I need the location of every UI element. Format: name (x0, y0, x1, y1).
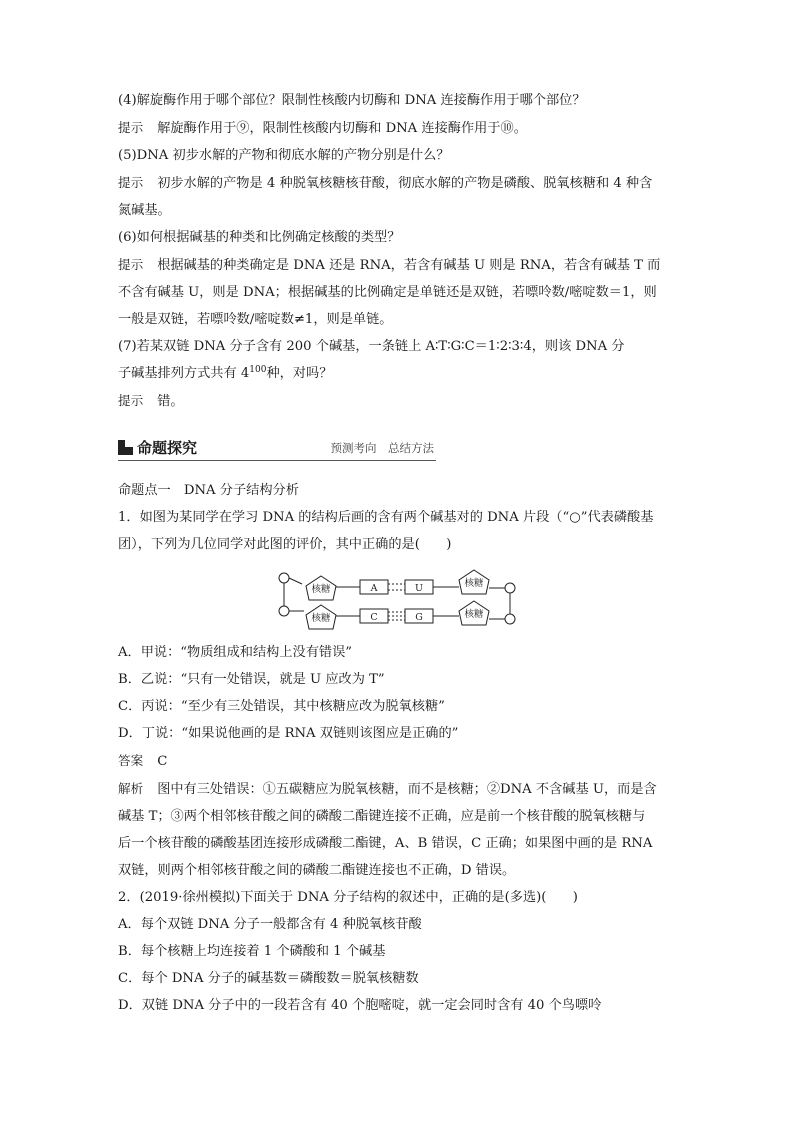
hint-label: 提示 (118, 120, 144, 135)
section-rule (118, 460, 436, 461)
section-subtitle: 预测考向 总结方法 (330, 441, 434, 455)
phosphate-circle (279, 606, 289, 616)
q1-analysis-cont-1: 碱基 T；③两个相邻核苷酸之间的磷酸二酯键连接不正确，应是前一个核苷酸的脱氧核糖与 (118, 809, 646, 824)
q1-stem-line-1: 1．如图为某同学在学习 DNA 的结构后画的含有两个碱基对的 DNA 片段（“○”代表磷酸基 (118, 510, 654, 525)
q1-option-d: D．丁说：“如果说他画的是 RNA 双链则该图应是正确的” (118, 726, 459, 741)
question-7-line-2 (118, 365, 678, 383)
dna-fragment-diagram (270, 568, 520, 634)
base-label-a: A (370, 583, 378, 594)
q1-options-section (118, 644, 678, 1015)
question-4: (4)解旋酶作用于哪个部位？限制性核酸内切酶和 DNA 连接酶作用于哪个部位？ (118, 93, 586, 108)
section-title: 命题探究 (137, 439, 198, 457)
question-7-line-1: (7)若某双链 DNA 分子含有 200 个碱基，一条链上 A∶T∶G∶C＝1∶2∶3∶4，则该 DNA 分 (118, 339, 625, 354)
answer-value: C (157, 754, 168, 769)
hint-5-cont: 氮碱基。 (118, 203, 171, 218)
hint-7 (118, 392, 678, 411)
q1-option-b: B．乙说：“只有一处错误，就是 U 应改为 T” (118, 672, 385, 687)
exercise-section (118, 482, 678, 554)
base-label-c: C (370, 612, 378, 623)
hint-label: 提示 (118, 175, 144, 190)
q2-option-a: A．每个双链 DNA 分子一般都含有 4 种脱氧核苷酸 (118, 917, 422, 932)
q2-stem: 2．(2019·徐州模拟)下面关于 DNA 分子结构的叙述中，正确的是(多选)( ) (118, 890, 578, 905)
analysis-label: 解析 (118, 781, 144, 796)
phosphate-circle (505, 583, 515, 593)
section-header (118, 437, 436, 459)
hint-text: 根据碱基的种类确定是 DNA 还是 RNA，若含有碱基 U 则是 RNA，若含有碱基 T 而 (157, 258, 661, 273)
q1-analysis-cont-2: 后一个核苷酸的磷酸基团连接形成磷酸二酯键，A、B 错误，C 正确；如果图中画的是 RNA (118, 836, 653, 851)
hint-label: 提示 (118, 393, 144, 408)
phosphate-circle (505, 614, 515, 624)
q1-answer (118, 752, 678, 771)
topic-heading: 命题点一 DNA 分子结构分析 (118, 483, 299, 498)
hint-label: 提示 (118, 257, 144, 272)
sugar-label: 核糖 (464, 578, 484, 589)
question-6: (6)如何根据碱基的种类和比例确定核酸的类型？ (118, 230, 401, 245)
sugar-label: 核糖 (311, 613, 331, 624)
sugar-label: 核糖 (311, 584, 331, 595)
q1-option-a: A．甲说：“物质组成和结构上没有错误” (118, 645, 353, 660)
q1-analysis (118, 780, 678, 799)
q1-analysis-cont-3: 双链，则两个相邻核苷酸之间的磷酸二酯键连接也不正确，D 错误。 (118, 863, 516, 878)
q7-text-pre: 子碱基排列方式共有 4 (118, 366, 250, 381)
q2-option-c: C．每个 DNA 分子的碱基数＝磷酸数＝脱氧核糖数 (118, 971, 419, 986)
question-5: (5)DNA 初步水解的产物和彻底水解的产物分别是什么？ (118, 148, 450, 163)
hint-text: 解旋酶作用于⑨，限制性核酸内切酶和 DNA 连接酶作用于⑩。 (157, 121, 527, 136)
hint-text: 初步水解的产物是 4 种脱氧核糖核苷酸，彻底水解的产物是磷酸、脱氧核糖和 4 种含 (157, 176, 653, 191)
q2-option-b: B．每个核糖上均连接着 1 个磷酸和 1 个碱基 (118, 944, 386, 959)
hint-6 (118, 256, 678, 275)
hint-6-cont-2: 一般是双链，若嘌呤数/嘧啶数≠1，则是单链。 (118, 312, 393, 327)
base-label-g: G (415, 612, 423, 623)
answer-label: 答案 (118, 753, 144, 768)
q1-stem-line-2: 团），下列为几位同学对此图的评价，其中正确的是( ) (118, 537, 452, 552)
hint-text: 错。 (157, 394, 184, 409)
hint-4 (118, 119, 678, 138)
base-label-u: U (414, 583, 424, 594)
q7-exponent: 100 (249, 365, 267, 375)
section-square-icon (118, 440, 133, 455)
hint-5 (118, 174, 678, 193)
q1-option-c: C．丙说：“至少有三处错误，其中核糖应改为脱氧核糖” (118, 699, 445, 714)
q2-option-d: D．双链 DNA 分子中的一段若含有 40 个胞嘧啶，就一定会同时含有 40 个鸟嘌呤 (118, 998, 602, 1013)
analysis-text: 图中有三处错误：①五碳糖应为脱氧核糖，而不是核糖；②DNA 不含碱基 U，而是含 (157, 782, 657, 797)
q7-text-post: 种，对吗？ (266, 366, 333, 381)
phosphate-circle (279, 573, 289, 583)
sugar-label: 核糖 (464, 609, 484, 620)
hint-6-cont-1: 不含有碱基 U，则是 DNA；根据碱基的比例确定是单链还是双链，若嘌呤数/嘧啶数＝1，则 (118, 285, 657, 300)
qa-section (118, 92, 678, 411)
